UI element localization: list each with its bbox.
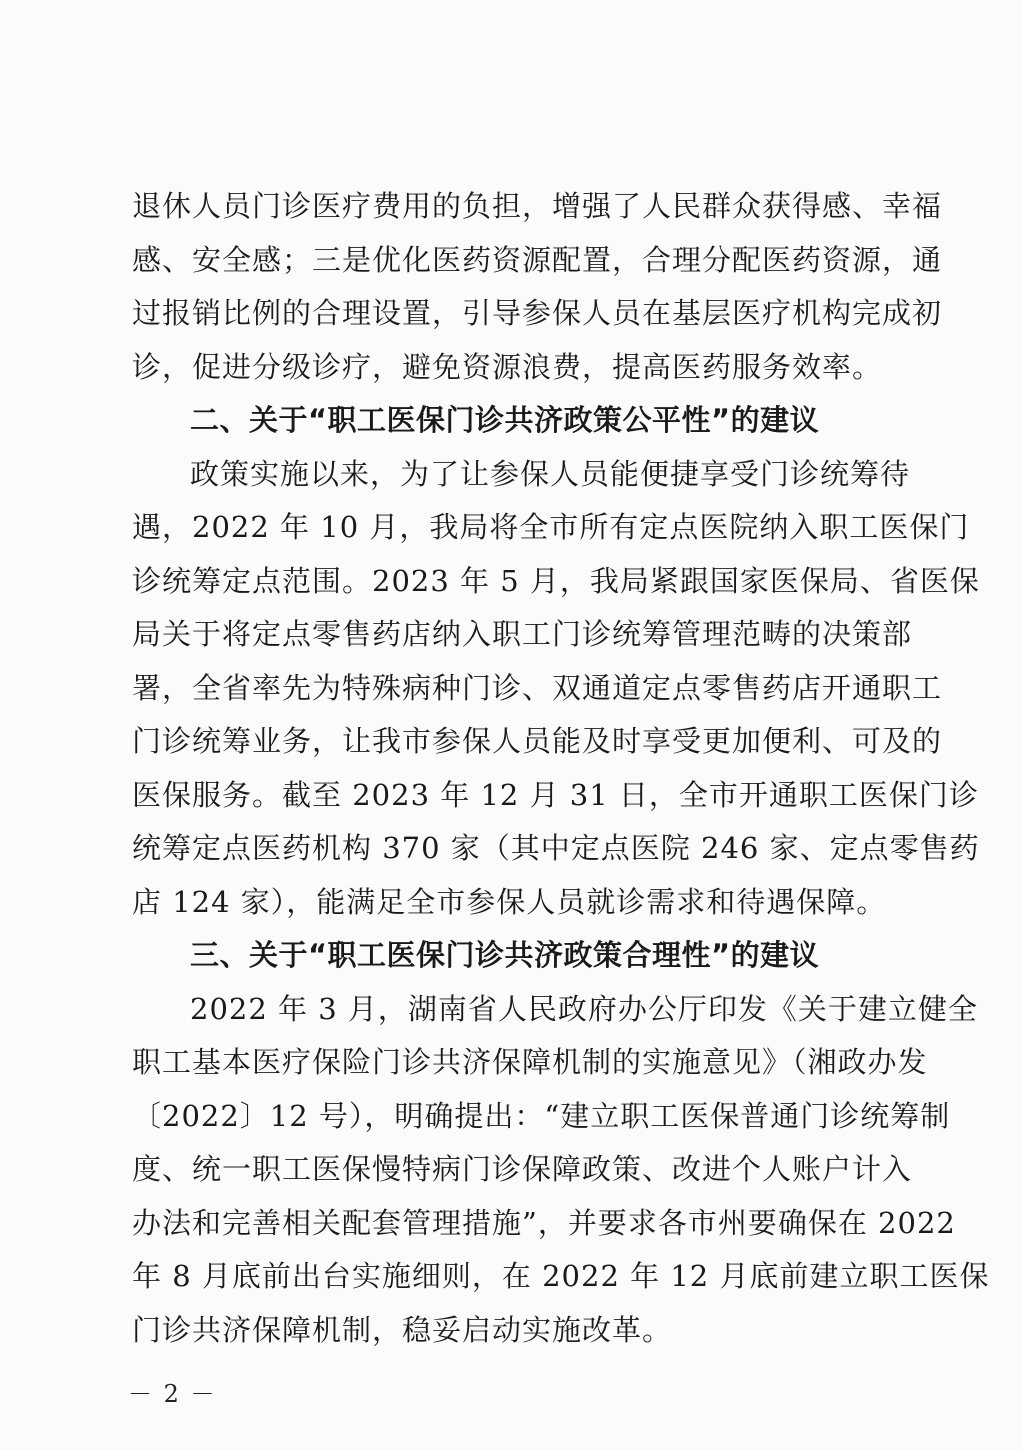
paragraph-line: 遇，2022 年 10 月，我局将全市所有定点医院纳入职工医保门 [132,510,970,544]
paragraph-line: 职工基本医疗保险门诊共济保障机制的实施意见》（湘政办发 [132,1045,928,1079]
document-body [132,180,990,1357]
paragraph-line: 过报销比例的合理设置，引导参保人员在基层医疗机构完成初 [132,296,943,330]
paragraph-line: 署，全省率先为特殊病种门诊、双通道定点零售药店开通职工 [132,670,943,705]
paragraph-line: 门诊共济保障机制，稳妥启动实施改革。 [132,1312,673,1347]
paragraph-line: 感、安全感；三是优化医药资源配置，合理分配医药资源，通 [132,242,943,277]
paragraph-line: 诊统筹定点范围。2023 年 5 月，我局紧跟国家医保局、省医保 [132,563,980,598]
paragraph-line: 店 124 家），能满足全市参保人员就诊需求和待遇保障。 [132,884,887,919]
paragraph-line: 统筹定点医药机构 370 家（其中定点医院 246 家、定点零售药 [132,831,980,865]
paragraph-line: 医保服务。截至 2023 年 12 月 31 日，全市开通职工医保门诊 [132,777,979,812]
paragraph-line: 2022 年 3 月，湖南省人民政府办公厅印发《关于建立健全 [190,991,978,1026]
paragraph-line: 政策实施以来，为了让参保人员能便捷享受门诊统筹待 [190,456,911,491]
paragraph-line: 度、统一职工医保慢特病门诊保障政策、改进个人账户计入 [132,1152,913,1186]
section-heading-3: 三、关于“职工医保门诊共济政策合理性”的建议 [190,938,820,972]
paragraph-line: 退休人员门诊医疗费用的负担，增强了人民群众获得感、幸福 [132,189,943,223]
paragraph-line: 门诊统筹业务，让我市参保人员能及时享受更加便利、可及的 [132,724,943,758]
section-heading-2: 二、关于“职工医保门诊共济政策公平性”的建议 [190,403,820,437]
paragraph-line: 年 8 月底前出台实施细则，在 2022 年 12 月底前建立职工医保 [132,1259,990,1293]
paragraph-line: 〔2022〕12 号），明确提出：“建立职工医保普通门诊统筹制 [132,1098,951,1133]
paragraph-line: 诊，促进分级诊疗，避免资源浪费，提高医药服务效率。 [132,349,883,384]
paragraph-line: 办法和完善相关配套管理措施”，并要求各市州要确保在 2022 [132,1205,956,1240]
page-number: － 2 － [128,1380,217,1408]
paragraph-line: 局关于将定点零售药店纳入职工门诊统筹管理范畴的决策部 [132,617,913,651]
